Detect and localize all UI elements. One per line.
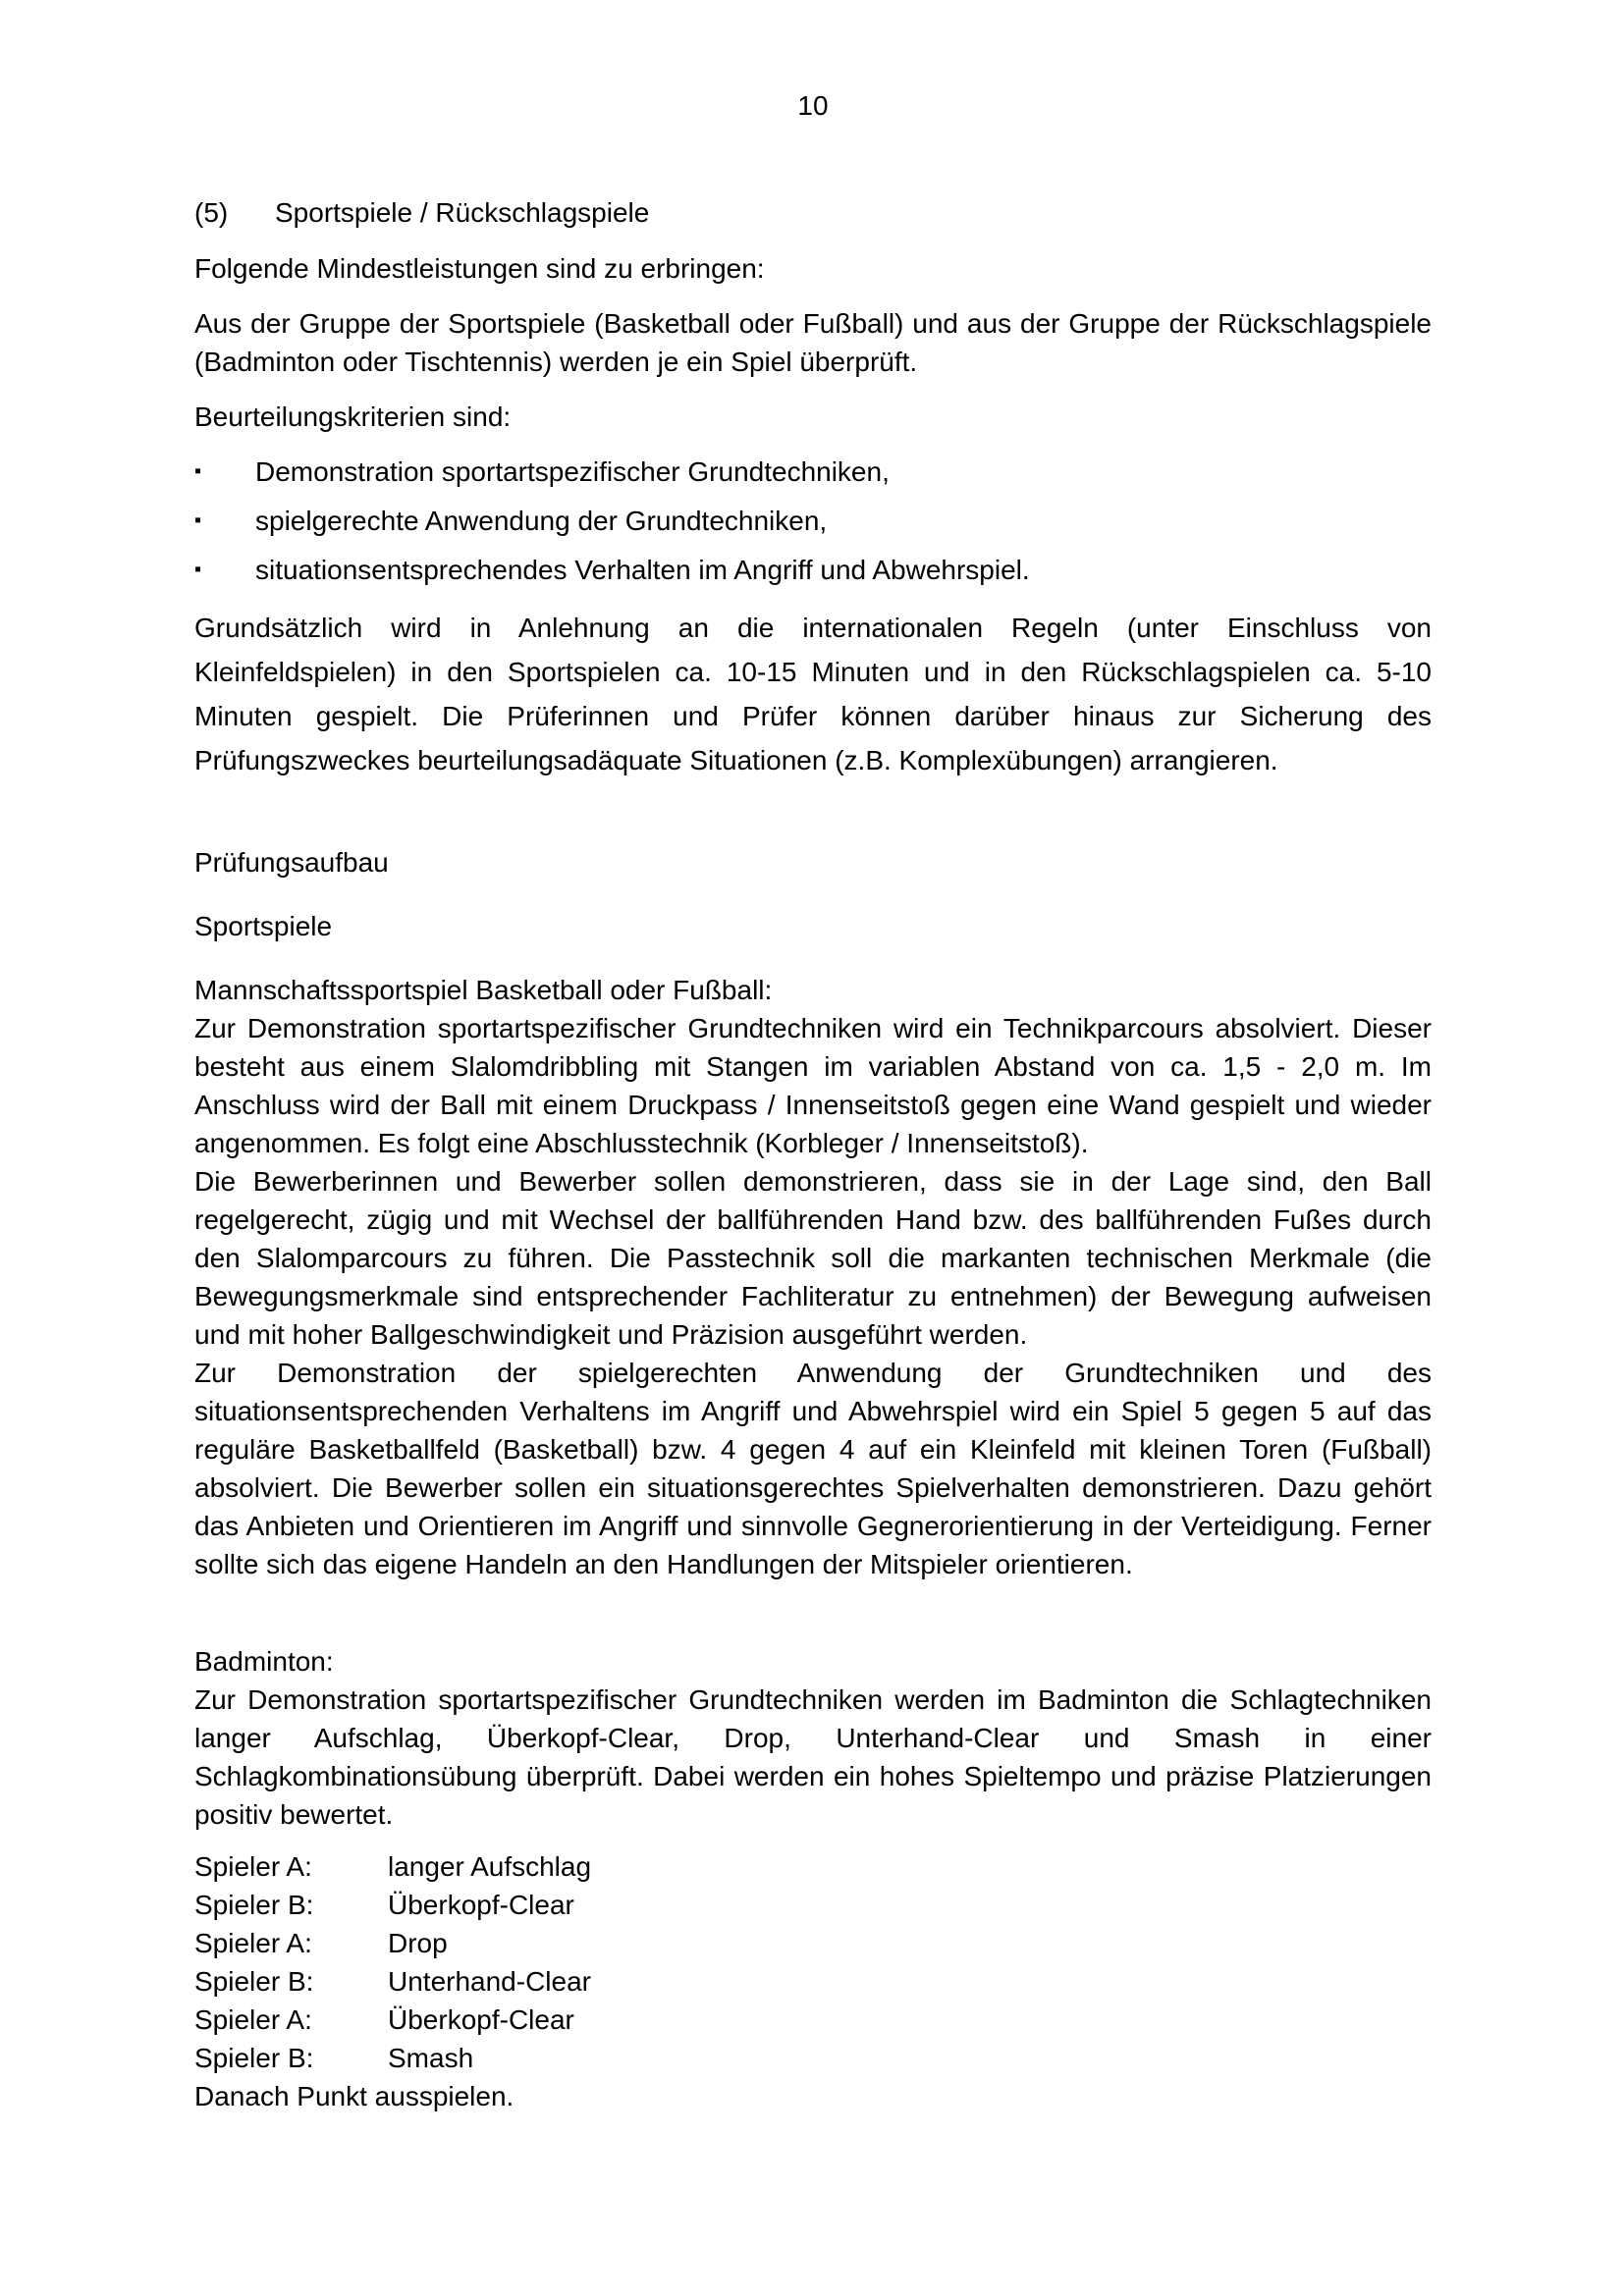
intro-paragraph: Folgende Mindestleistungen sind zu erbringen: <box>194 253 765 284</box>
badminton-heading: Badminton: <box>194 1646 334 1677</box>
stroke-value: Smash <box>388 2043 474 2073</box>
section-pruefungsaufbau: Prüfungsaufbau <box>194 847 389 878</box>
player-label: Spieler A: <box>194 2004 312 2035</box>
list-item-text: spielgerechte Anwendung der Grundtechniken, <box>255 506 828 536</box>
badminton-paragraph: Zur Demonstration sportartspezifischer Grundtechniken werden im Badminton die Schlagtechniken langer Aufschlag, Überkopf-Clear, Drop, Unterhand-Clear und Smash in einer Schlagkombinationsübung überprüft. Dabei werden ein hohes Spieltempo und präzise Platzierungen positiv bewertet. <box>194 1684 1432 1830</box>
list-item-text: situationsentsprechendes Verhalten im Angriff und Abwehrspiel. <box>255 555 1030 585</box>
team-sport-paragraph-3: Zur Demonstration der spielgerechten Anwendung der Grundtechniken und des situationsentsprechenden Verhaltens im Angriff und Abwehrspiel wird ein Spiel 5 gegen 5 auf das reguläre Basketballfeld (Basketball) bzw. 4 gegen 4 auf ein Kleinfeld mit kleinen Toren (Fußball) absolviert. Die Bewerber sollen ein situationsgerechtes Spielverhalten demonstrieren. Dazu gehört das Anbieten und Orientieren im Angriff und sinnvolle Gegnerorientierung in der Verteidigung. Ferner sollte sich das eigene Handeln an den Handlungen der Mitspieler orientieren. <box>194 1358 1432 1579</box>
section-sportspiele: Sportspiele <box>194 911 333 941</box>
sequence-row <box>194 1924 1432 1962</box>
page-number: 10 <box>797 90 829 121</box>
badminton-block <box>194 1642 1432 1834</box>
stroke-value: Überkopf-Clear <box>388 1890 574 1920</box>
sequence-row <box>194 1962 1432 2001</box>
stroke-value: Unterhand-Clear <box>388 1966 591 1997</box>
badminton-sequence <box>194 1847 1432 2115</box>
list-item <box>194 551 1432 589</box>
player-label: Spieler B: <box>194 2043 314 2073</box>
stroke-value: Drop <box>388 1928 448 1958</box>
bullet-icon: ▪ <box>194 509 202 531</box>
player-label: Spieler A: <box>194 1851 312 1882</box>
player-label: Spieler A: <box>194 1928 312 1958</box>
player-label: Spieler B: <box>194 1966 314 1997</box>
criteria-list <box>194 453 1432 589</box>
stroke-value: langer Aufschlag <box>388 1851 592 1882</box>
team-sport-paragraph-1: Zur Demonstration sportartspezifischer Grundtechniken wird ein Technikparcours absolviert. Dieser besteht aus einem Slalomdribbling mit Stangen im variablen Abstand von ca. 1,5 - 2,0 m. Im Anschluss wird der Ball mit einem Druckpass / Innenseitstoß gegen eine Wand gespielt und wieder angenommen. Es folgt eine Abschlusstechnik (Korbleger / Innenseitstoß). <box>194 1013 1432 1158</box>
team-sport-paragraph-2: Die Bewerberinnen und Bewerber sollen demonstrieren, dass sie in der Lage sind, den Ball regelgerecht, zügig und mit Wechsel der ballführenden Hand bzw. des ballführenden Fußes durch den Slalomparcours zu führen. Die Passtechnik soll die markanten technischen Merkmale (die Bewegungsmerkmale sind entsprechender Fachliteratur zu entnehmen) der Bewegung aufweisen und mit hoher Ballgeschwindigkeit und Präzision ausgeführt werden. <box>194 1166 1432 1350</box>
closing-line: Danach Punkt ausspielen. <box>194 2081 514 2111</box>
team-sport-block <box>194 971 1432 1583</box>
list-item <box>194 502 1432 540</box>
list-item <box>194 453 1432 491</box>
sequence-row <box>194 1847 1432 1886</box>
section-heading <box>194 193 1432 232</box>
bullet-icon: ▪ <box>194 460 202 482</box>
groups-paragraph: Aus der Gruppe der Sportspiele (Basketball oder Fußball) und aus der Gruppe der Rückschlagspiele (Badminton oder Tischtennis) werden je ein Spiel überprüft. <box>194 308 1432 377</box>
sequence-row <box>194 2001 1432 2039</box>
team-sport-heading: Mannschaftssportspiel Basketball oder Fußball: <box>194 975 773 1005</box>
player-label: Spieler B: <box>194 1890 314 1920</box>
section-heading-title: Sportspiele / Rückschlagspiele <box>275 197 650 228</box>
sequence-row <box>194 1886 1432 1924</box>
bullet-icon: ▪ <box>194 559 202 580</box>
list-item-text: Demonstration sportartspezifischer Grundtechniken, <box>255 456 890 487</box>
stroke-value: Überkopf-Clear <box>388 2004 574 2035</box>
sequence-row <box>194 2039 1432 2077</box>
rules-paragraph: Grundsätzlich wird in Anlehnung an die internationalen Regeln (unter Einschluss von Kleinfeldspielen) in den Sportspielen ca. 10-15 Minuten und in den Rückschlagspielen ca. 5-10 Minuten gespielt. Die Prüferinnen und Prüfer können darüber hinaus zur Sicherung des Prüfungszweckes beurteilungsadäquate Situationen (z.B. Komplexübungen) arrangieren. <box>194 613 1432 775</box>
section-heading-number: (5) <box>194 197 229 228</box>
criteria-label: Beurteilungskriterien sind: <box>194 401 512 432</box>
